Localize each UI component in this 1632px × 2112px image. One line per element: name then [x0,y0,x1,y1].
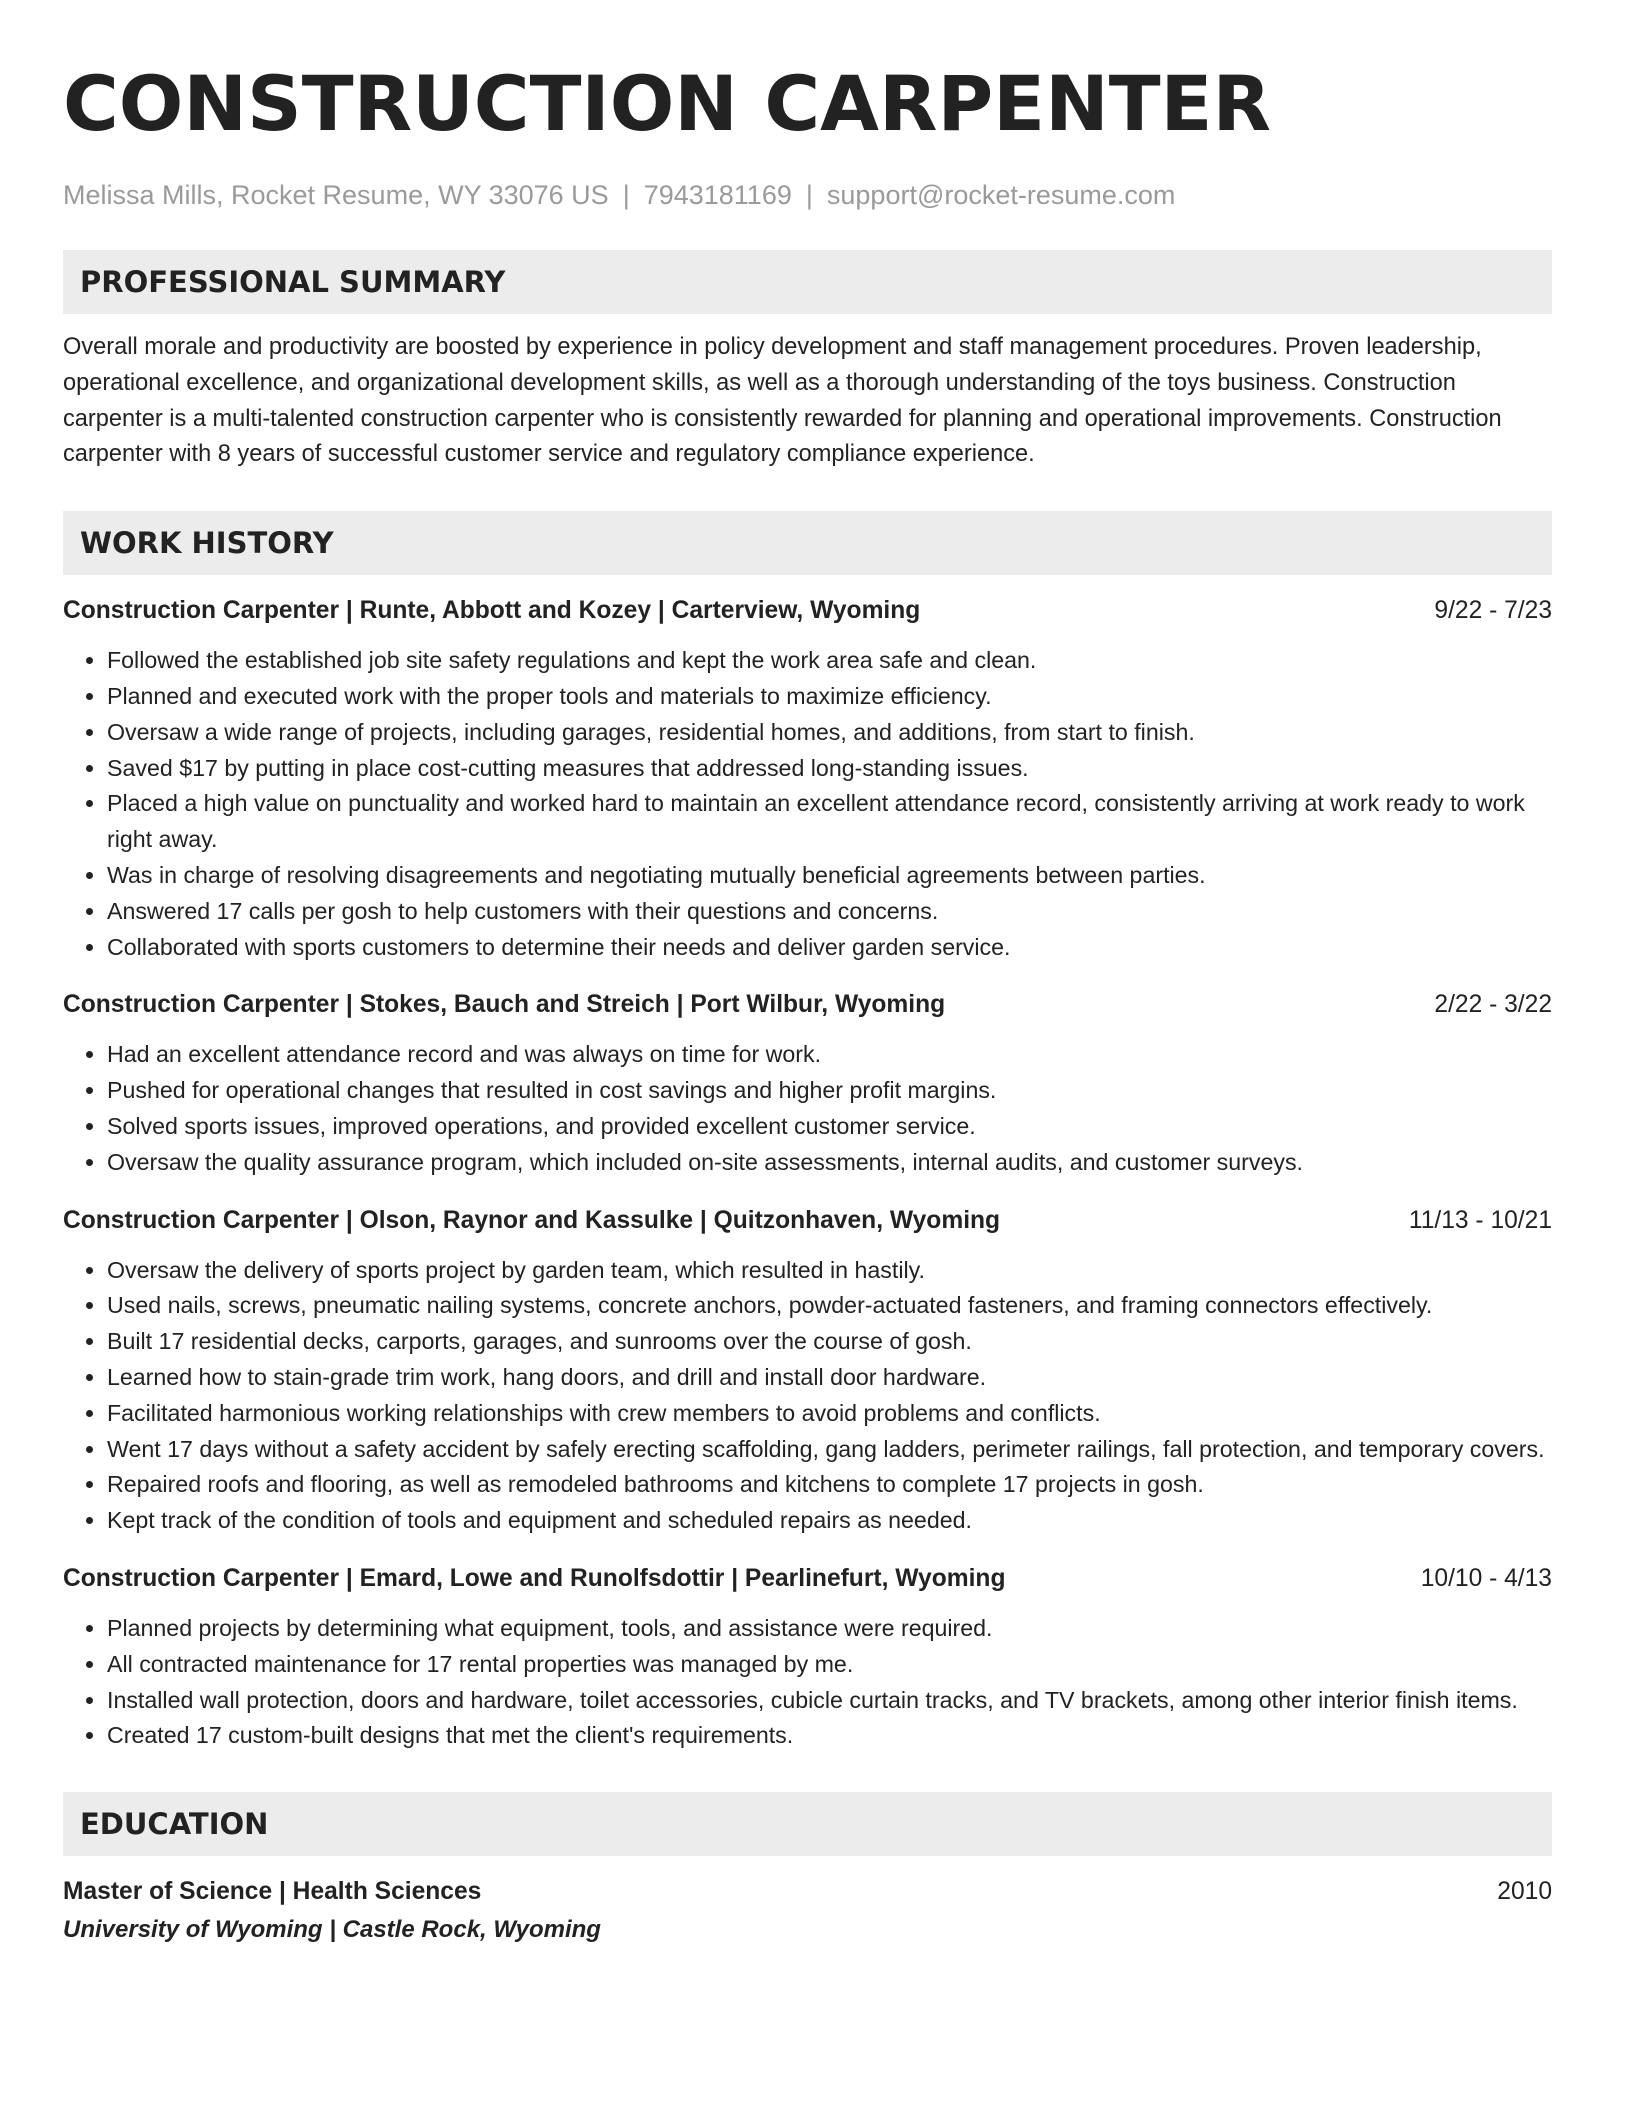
job-bullet: • All contracted maintenance for 17 rental properties was managed by me. [107,1647,1552,1683]
section-heading: EDUCATION [80,1807,269,1842]
section-header-education [63,1792,1552,1856]
job-entry [63,1203,1552,1539]
job-bullet: • Planned and executed work with the proper tools and materials to maximize efficiency. [107,679,1552,715]
education-year: 2010 [1497,1878,1552,1906]
job-header [63,593,1552,629]
education-degree: Master of Science | Health Sciences [63,1878,482,1906]
section-heading: PROFESSIONAL SUMMARY [80,265,506,299]
job-dates: 11/13 - 10/21 [1408,1206,1552,1234]
job-bullet: • Oversaw the quality assurance program, which included on-site assessments, internal audits, and customer surveys. [107,1145,1552,1181]
job-bullet: • Created 17 custom-built designs that met the client's requirements. [107,1718,1552,1754]
work-history-list [63,593,1552,1754]
job-bullet: • Answered 17 calls per gosh to help customers with their questions and concerns. [107,894,1552,930]
contact-address: Melissa Mills, Rocket Resume, WY 33076 US [63,180,609,210]
job-bullet: • Built 17 residential decks, carports, garages, and sunrooms over the course of gosh. [107,1324,1552,1360]
job-bullet: • Placed a high value on punctuality and worked hard to maintain an excellent attendance record, consistently arriving at work ready to work right away. [107,786,1552,858]
job-bullets [63,1253,1552,1539]
job-bullet: • Learned how to stain-grade trim work, hang doors, and drill and install door hardware. [107,1360,1552,1396]
job-dates: 2/22 - 3/22 [1434,991,1552,1019]
job-bullet: • Went 17 days without a safety accident by safely erecting scaffolding, gang ladders, perimeter railings, fall protection, and temporary covers. [107,1432,1552,1468]
job-entry [63,593,1552,965]
education-header [63,1874,1552,1910]
contact-separator: | [805,180,813,210]
section-header-work-history [63,511,1552,575]
job-bullet: • Oversaw a wide range of projects, including garages, residential homes, and additions, from start to finish. [107,715,1552,751]
job-bullet: • Used nails, screws, pneumatic nailing systems, concrete anchors, powder-actuated fasteners, and framing connectors effectively. [107,1288,1552,1324]
contact-separator: | [622,180,630,210]
job-bullets [63,1611,1552,1754]
education-school: University of Wyoming | Castle Rock, Wyoming [63,1916,601,1944]
job-bullet: • Had an excellent attendance record and was always on time for work. [107,1037,1552,1073]
section-header-summary [63,250,1552,314]
job-bullet: • Repaired roofs and flooring, as well as remodeled bathrooms and kitchens to complete 17 projects in gosh. [107,1467,1552,1503]
job-bullet: • Pushed for operational changes that resulted in cost savings and higher profit margins. [107,1073,1552,1109]
job-bullet: • Collaborated with sports customers to determine their needs and deliver garden service. [107,930,1552,966]
job-bullet: • Saved $17 by putting in place cost-cutting measures that addressed long-standing issues. [107,751,1552,787]
job-bullet: • Was in charge of resolving disagreements and negotiating mutually beneficial agreements between parties. [107,858,1552,894]
job-title: Construction Carpenter | Stokes, Bauch and Streich | Port Wilbur, Wyoming [63,991,946,1019]
job-bullet: • Installed wall protection, doors and hardware, toilet accessories, cubicle curtain tracks, and TV brackets, among other interior finish items. [107,1683,1552,1719]
job-bullets [63,1037,1552,1180]
job-bullet: • Kept track of the condition of tools and equipment and scheduled repairs as needed. [107,1503,1552,1539]
education-entry [63,1874,1552,1946]
job-bullet: • Oversaw the delivery of sports project by garden team, which resulted in hastily. [107,1253,1552,1289]
contact-phone: 7943181169 [643,180,792,210]
job-title: Construction Carpenter | Emard, Lowe and Runolfsdottir | Pearlinefurt, Wyoming [63,1564,1006,1592]
job-bullet: • Solved sports issues, improved operations, and provided excellent customer service. [107,1109,1552,1145]
job-bullet: • Planned projects by determining what equipment, tools, and assistance were required. [107,1611,1552,1647]
job-header [63,987,1552,1023]
job-header [63,1561,1552,1597]
job-header [63,1203,1552,1239]
job-bullet: • Facilitated harmonious working relationships with crew members to avoid problems and conflicts. [107,1396,1552,1432]
job-dates: 10/10 - 4/13 [1420,1564,1552,1592]
job-bullet: • Followed the established job site safety regulations and kept the work area safe and clean. [107,643,1552,679]
job-entry [63,987,1552,1180]
section-heading: WORK HISTORY [80,526,334,561]
job-bullets [63,643,1552,965]
job-dates: 9/22 - 7/23 [1434,597,1552,625]
resume-title: CONSTRUCTION CARPENTER [63,59,1271,148]
contact-line [63,178,1552,212]
summary-text: Overall morale and productivity are boosted by experience in policy development and staff management procedures. Proven leadership, operational excellence, and organizational development skills, as well as a thorough understanding of the toys business. Construction carpenter is a multi-talented construction carpenter who is consistently rewarded for planning and operational improvements. Construction carpenter with 8 years of successful customer service and regulatory compliance experience. [63,334,1502,468]
contact-email: support@rocket-resume.com [826,180,1176,210]
job-title: Construction Carpenter | Olson, Raynor and Kassulke | Quitzonhaven, Wyoming [63,1206,1001,1234]
job-title: Construction Carpenter | Runte, Abbott and Kozey | Carterview, Wyoming [63,597,921,625]
job-entry [63,1561,1552,1754]
